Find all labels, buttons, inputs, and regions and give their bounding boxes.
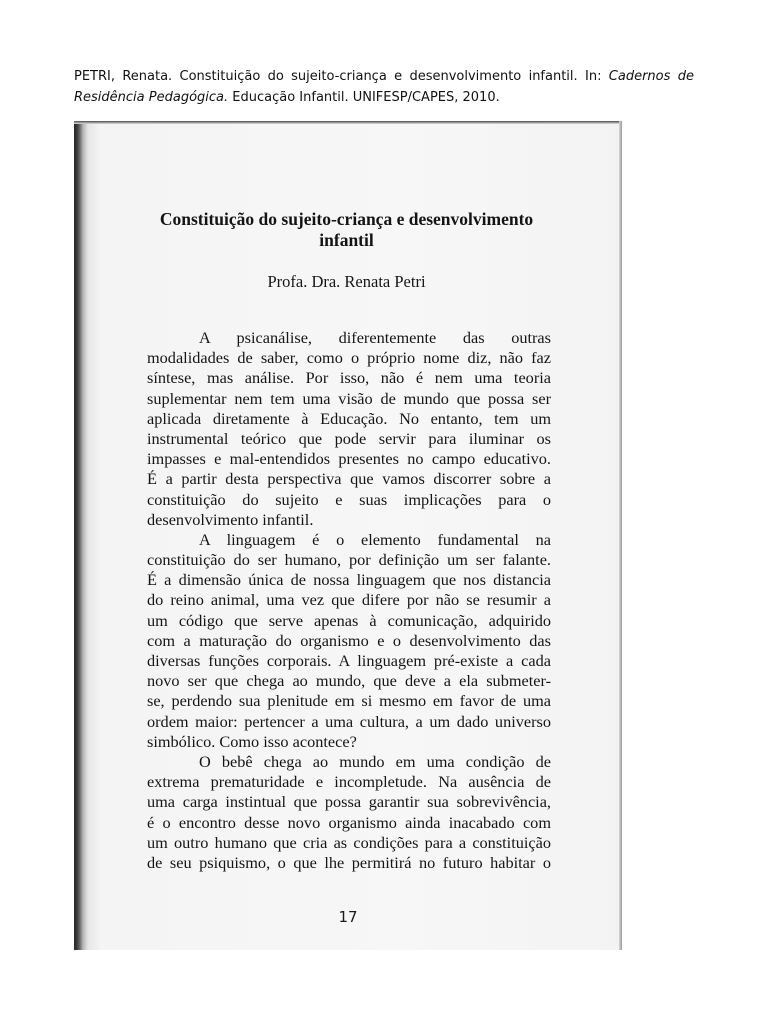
- body-line: diversas funções corporais. A linguagem pré-existe a cada: [147, 651, 551, 670]
- body-line: É a partir desta perspectiva que vamos discorrer sobre a: [147, 469, 551, 489]
- bibliographic-citation: [74, 66, 694, 108]
- article-author: Profa. Dra. Renata Petri: [267, 272, 426, 291]
- body-line: extrema prematuridade e incompletude. Na ausência de: [147, 772, 551, 792]
- article-title: Constituição do sujeito-criança e desenvolvimento infantil: [159, 209, 534, 250]
- body-line: é o encontro desse novo organismo ainda inacabado com: [147, 812, 551, 832]
- body-line: instrumental teórico que pode servir para iluminar os: [147, 428, 551, 448]
- page-number: 17: [338, 908, 358, 926]
- body-line: O bebê chega ao mundo em uma condição de: [199, 751, 551, 771]
- citation-text-end: Educação Infantil. UNIFESP/CAPES, 2010.: [228, 90, 500, 105]
- body-line: de seu psiquismo, o que lhe permitirá no futuro habitar o: [147, 852, 551, 872]
- body-line: impasses e mal-entendidos presentes no campo educativo.: [147, 449, 551, 469]
- body-line: aplicada diretamente à Educação. No entanto, tem um: [147, 408, 551, 428]
- body-line: síntese, mas análise. Por isso, não é nem uma teoria: [147, 368, 551, 388]
- scanned-page-image: [74, 121, 622, 950]
- citation-text: PETRI, Renata. Constituição do sujeito-criança e desenvolvimento infantil. In:: [74, 69, 609, 84]
- body-line: constituição do sujeito e suas implicações para o: [147, 489, 551, 509]
- body-line: se, perdendo sua plenitude em si mesmo em favor de uma: [147, 691, 551, 711]
- article-body: [147, 328, 551, 873]
- body-line: novo ser que chega ao mundo, que deve a ela submeter-: [147, 671, 551, 691]
- body-line: A psicanálise, diferentemente das outras: [199, 328, 551, 347]
- scan-edge: [74, 121, 622, 124]
- body-line: É a dimensão única de nossa linguagem que nos distancia: [147, 570, 551, 590]
- body-line: um código que serve apenas à comunicação, adquirido: [147, 610, 551, 630]
- body-line: com a maturação do organismo e o desenvolvimento das: [147, 630, 551, 650]
- body-line: um outro humano que cria as condições para a constituição: [147, 832, 551, 852]
- body-line: A linguagem é o elemento fundamental na: [199, 529, 551, 549]
- citation-journal-title: Cadernos de Residência Pedagógica.: [74, 69, 694, 105]
- body-line: uma carga instintual que possa garantir sua sobrevivência,: [147, 792, 551, 812]
- body-line: suplementar nem tem uma visão de mundo que possa ser: [147, 388, 551, 408]
- body-line: do reino animal, uma vez que difere por não se resumir a: [147, 590, 551, 610]
- body-line: ordem maior: pertencer a uma cultura, a um dado universo: [147, 711, 551, 731]
- body-line: desenvolvimento infantil.: [147, 509, 314, 529]
- body-line: simbólico. Como isso acontece?: [147, 731, 357, 751]
- body-line: constituição do ser humano, por definição um ser falante.: [147, 550, 551, 570]
- body-line: modalidades de saber, como o próprio nome diz, não faz: [147, 348, 551, 368]
